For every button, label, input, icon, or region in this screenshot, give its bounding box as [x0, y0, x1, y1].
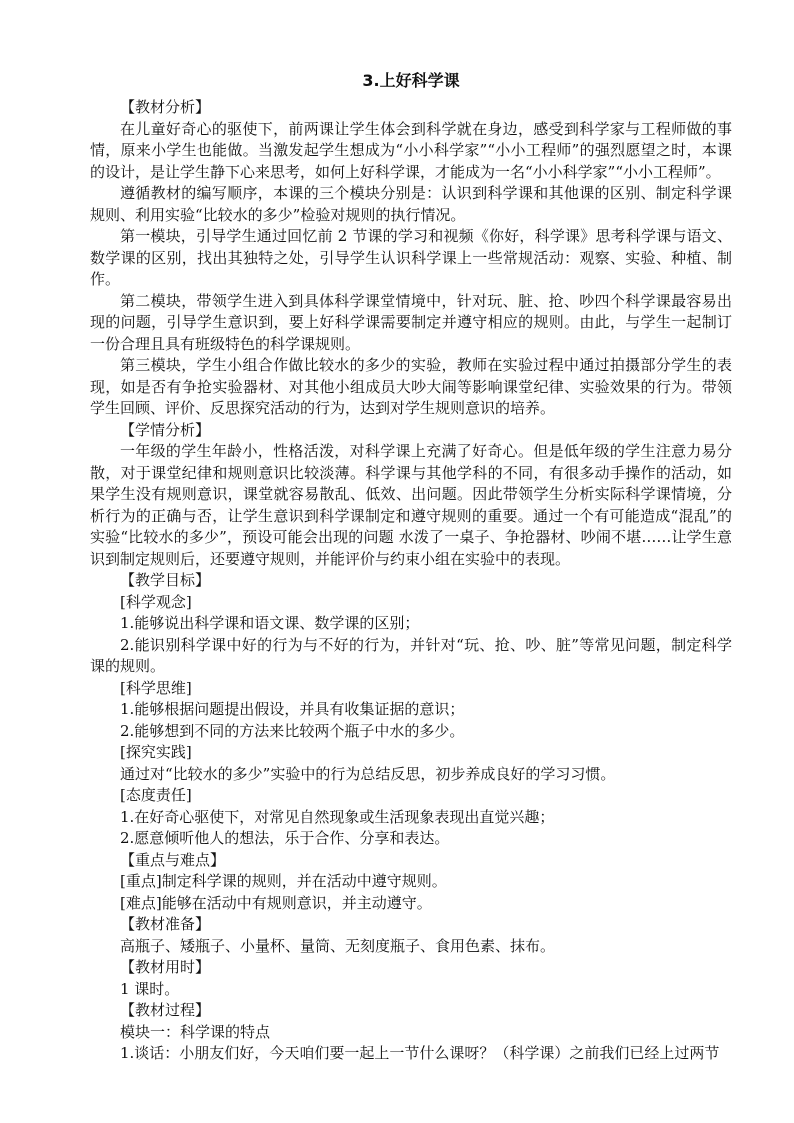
list-item: 2.能识别科学课中好的行为与不好的行为，并针对“玩、抢、吵、脏”等常见问题，制定科学课的规则。	[90, 635, 732, 675]
subsection-label: [态度责任]	[120, 786, 192, 804]
section-heading-preparation: 【教材准备】	[120, 915, 211, 933]
list-item: 2.愿意倾听他人的想法，乐于合作、分享和表达。	[120, 829, 450, 847]
list-item: 通过对“比较水的多少”实验中的行为总结反思，初步养成良好的学习习惯。	[120, 764, 616, 783]
paragraph: 第二模块，带领学生进入到具体科学课堂情境中，针对玩、脏、抢、吵四个科学课最容易出现的问题，引导学生意识到，要上好科学课需要制定并遵守相应的规则。由此，与学生一起制订一份合理且具有班级特色的科学课规则。	[90, 291, 732, 353]
section-heading-key-points: 【重点与难点】	[120, 850, 226, 869]
paragraph: 一年级的学生年龄小，性格活泼，对科学课上充满了好奇心。但是低年级的学生注意力易分散，对于课堂纪律和规则意识比较淡薄。科学课与其他学科的不同，有很多动手操作的活动，如果学生没有规则意识，课堂就容易散乱、低效、出问题。因此带领学生分析实际科学课情境，分析行为的正确与否，让学生意识到科学课制定和遵守规则的重要。通过一个有可能造成“混乱”的实验“比较水的多少”，预设可能会出现的问题 水泼了一桌子、争抢器材、吵闹不堪……让学生意识到制定规则后，还要遵守规则，并能评价与约束小组在实验中的表现。	[90, 442, 732, 568]
document-page	[90, 70, 732, 1065]
paragraph: 在儿童好奇心的驱使下，前两课让学生体会到科学就在身边，感受到科学家与工程师做的事情，原来小学生也能做。当激发起学生想成为“小小科学家”“小小工程师”的强烈愿望之时，本课的设计，是让学生静下心来思考，如何上好科学课，才能成为一名“小小科学家”“小小工程师”。	[90, 119, 732, 181]
paragraph: 模块一：科学课的特点	[120, 1022, 271, 1041]
subsection-label: [探究实践]	[120, 743, 192, 761]
section-heading-student: 【学情分析】	[120, 420, 211, 439]
list-item: [难点]能够在活动中有规则意识，并主动遵守。	[120, 893, 432, 912]
list-item: 1.能够根据问题提出假设，并具有收集证据的意识；	[120, 700, 465, 718]
paragraph: 第三模块，学生小组合作做比较水的多少的实验，教师在实验过程中通过拍摄部分学生的表现，如是否有争抢实验器材、对其他小组成员大吵大闹等影响课堂纪律、实验效果的行为。带领学生回顾、评价、反思探究活动的行为，达到对学生规则意识的培养。	[90, 356, 732, 417]
paragraph: 第一模块，引导学生通过回忆前 2 节课的学习和视频《你好，科学课》思考科学课与语文、数学课的区别，找出其独特之处，引导学生认识科学课上一些常规活动：观察、实验、种植、制作。	[90, 227, 732, 288]
paragraph: 高瓶子、矮瓶子、小量杯、量筒、无刻度瓶子、食用色素、抹布。	[120, 936, 556, 955]
paragraph: 1.谈话：小朋友们好，今天咱们要一起上一节什么课呀？（科学课）之前我们已经上过两节	[120, 1044, 720, 1062]
section-heading-process: 【教材过程】	[120, 1001, 211, 1019]
page-title: 3.上好科学课	[362, 71, 460, 90]
list-item: 1.在好奇心驱使下，对常见自然现象或生活现象表现出直觉兴趣；	[120, 807, 555, 826]
subsection-label: [科学观念]	[120, 592, 192, 611]
list-item: [重点]制定科学课的规则，并在活动中遵守规则。	[120, 872, 447, 890]
subsection-label: [科学思维]	[120, 678, 192, 697]
paragraph: 遵循教材的编写顺序，本课的三个模块分别是：认识到科学课和其他课的区别、制定科学课规则、利用实验“比较水的多少”检验对规则的执行情况。	[90, 184, 732, 224]
paragraph: 1 课时。	[120, 979, 180, 998]
section-heading-analysis: 【教材分析】	[120, 98, 211, 116]
list-item: 1.能够说出科学课和语文课、数学课的区别；	[120, 614, 420, 632]
section-heading-time: 【教材用时】	[120, 958, 211, 976]
section-heading-goals: 【教学目标】	[120, 571, 211, 589]
list-item: 2.能够想到不同的方法来比较两个瓶子中水的多少。	[120, 721, 465, 740]
